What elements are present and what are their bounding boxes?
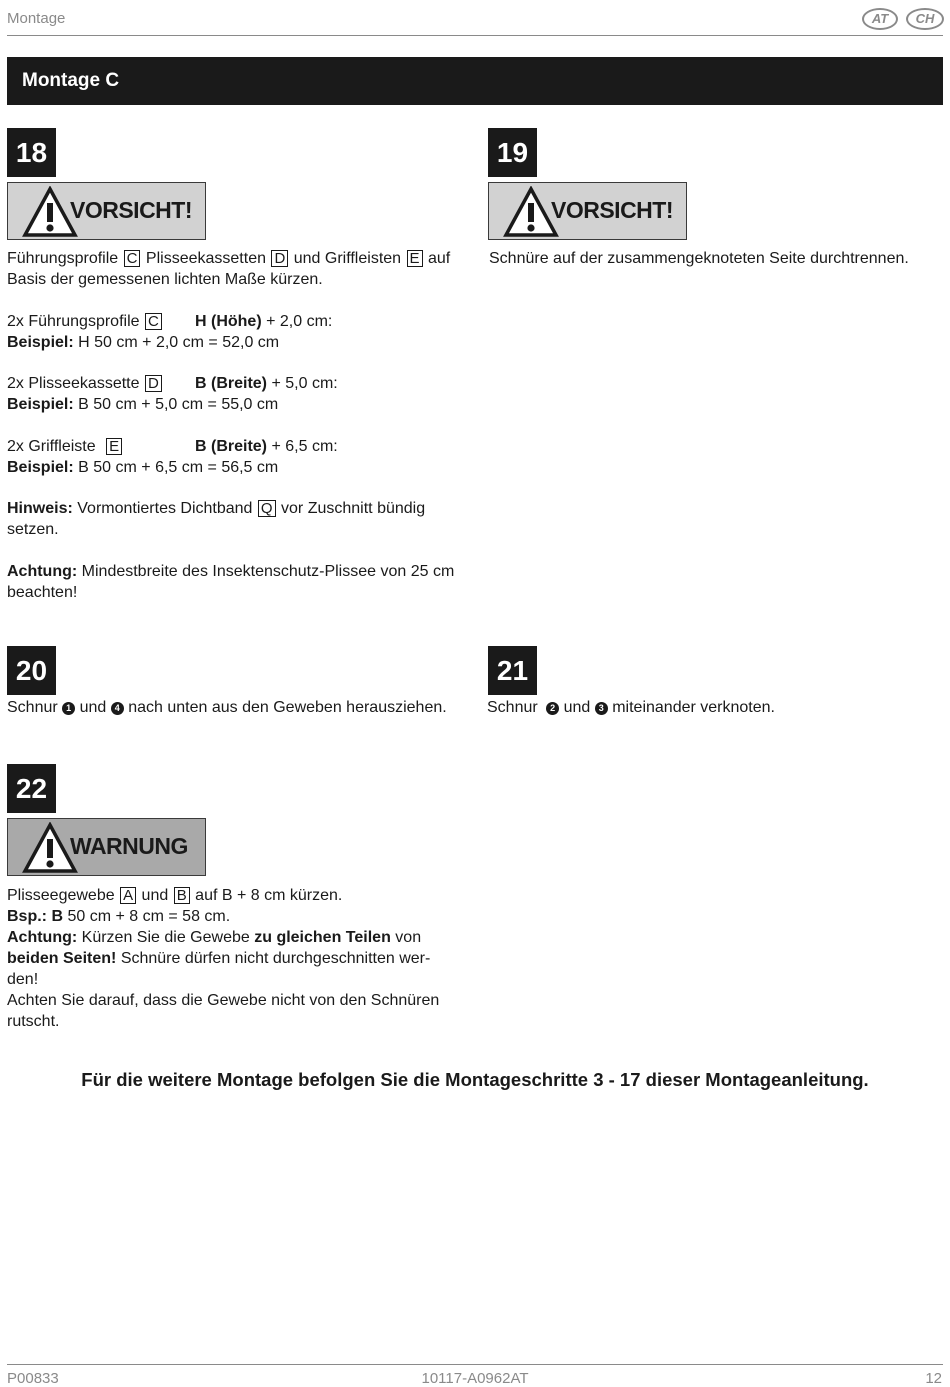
header-title: Montage [7,10,66,27]
step-number-21: 21 [488,646,537,695]
part-label-box: D [271,250,288,267]
footer-code: P00833 [7,1370,59,1387]
footer-article-number: 10117-A0962AT [421,1370,529,1387]
text: vor Zuschnitt bündig [281,500,426,517]
example-text: H 50 cm + 2,0 cm = 52,0 cm [78,334,280,351]
text: und Griffleisten [293,250,402,267]
cord-number-badge: 1 [62,702,75,715]
text: rutscht. [7,1013,60,1030]
caution-label: Achtung: [7,563,78,580]
part-label-box: A [120,887,136,904]
part-label-box: E [106,438,122,455]
item-dimension: B (Breite) + 5,0 cm: [195,375,338,392]
step-18-text [7,248,467,290]
hint-note [7,498,467,540]
emphasis: beiden Seiten! [7,950,117,967]
text: Achten Sie darauf, dass die Gewebe nicht von den Schnüren [7,992,440,1009]
part-label-box: C [124,250,141,267]
text: setzen. [7,521,59,538]
section-bar [7,57,943,105]
cord-number-badge: 2 [546,702,559,715]
header-divider [7,35,943,36]
text: Plisseegewebe [7,887,115,904]
text: von [395,929,422,946]
emphasis: zu gleichen Teilen [254,929,391,946]
text: Schnur [7,699,58,716]
text: Kürzen Sie die Gewebe [81,929,250,946]
part-label-box: D [145,375,162,392]
step-number-18: 18 [7,128,56,177]
part-label-box: B [174,887,190,904]
example-label: Beispiel: [7,459,74,476]
warning-box-19 [488,182,687,240]
text: Führungsprofile [7,250,119,267]
cut-item-1 [7,311,467,353]
caution-note [7,561,467,603]
country-badge-at: AT [862,8,898,30]
example-label: Bsp.: B [7,908,63,925]
example-text: B 50 cm + 6,5 cm = 56,5 cm [78,459,279,476]
example-text: B 50 cm + 5,0 cm = 55,0 cm [78,396,279,413]
text: und [141,887,169,904]
warning-label: VORSICHT! [70,197,192,223]
footer-divider [7,1364,943,1365]
cord-number-badge: 3 [595,702,608,715]
text: Schnüre dürfen nicht durchgeschnitten wer- [120,950,431,967]
warning-label: WARNUNG [70,833,188,859]
country-badge-ch: CH [906,8,944,30]
step-number-22: 22 [7,764,56,813]
text: Vormontiertes Dichtband [77,500,253,517]
step-number-19: 19 [488,128,537,177]
section-title: Montage C [22,70,120,91]
cut-item-2 [7,373,467,415]
example-label: Beispiel: [7,334,74,351]
step-19-text: Schnüre auf der zusammengeknoteten Seite durchtrennen. [489,250,909,267]
caution-label: Achtung: [7,929,78,946]
final-instruction: Für die weitere Montage befolgen Sie die Montageschritte 3 - 17 dieser Montageanleitung. [81,1069,869,1090]
text: und [79,699,107,716]
text: den! [7,971,39,988]
text: Schnur [487,699,538,716]
part-label-box: C [145,313,162,330]
item-dimension: H (Höhe) + 2,0 cm: [195,313,333,330]
text: miteinander verknoten. [612,699,775,716]
item-prefix: 2x Griffleiste [7,438,96,455]
text: beachten! [7,584,78,601]
hint-label: Hinweis: [7,500,73,517]
item-dimension: B (Breite) + 6,5 cm: [195,438,338,455]
step-20-text [7,697,477,718]
part-label-box: E [407,250,423,267]
text: auf B + 8 cm kürzen. [195,887,343,904]
step-number-20: 20 [7,646,56,695]
text: auf [427,250,451,267]
text: Mindestbreite des Insektenschutz-Plissee von 25 cm [81,563,455,580]
item-prefix: 2x Führungsprofile [7,313,140,330]
item-prefix: 2x Plisseekassette [7,375,140,392]
text: Plisseekassetten [145,250,266,267]
step-18-line1 [7,248,467,269]
text: nach unten aus den Geweben herausziehen. [128,699,447,716]
warning-box-22 [7,818,206,876]
cord-number-badge: 4 [111,702,124,715]
step-22-text [7,885,467,1032]
warning-label: VORSICHT! [551,197,673,223]
warning-box-18 [7,182,206,240]
part-label-box: Q [258,500,276,517]
text: und [563,699,591,716]
step-21-text [487,697,942,718]
text: 50 cm + 8 cm = 58 cm. [67,908,231,925]
example-label: Beispiel: [7,396,74,413]
step-18-line2: Basis der gemessenen lichten Maße kürzen. [7,271,323,288]
cut-item-3 [7,436,467,478]
page-number: 12 [925,1370,942,1387]
